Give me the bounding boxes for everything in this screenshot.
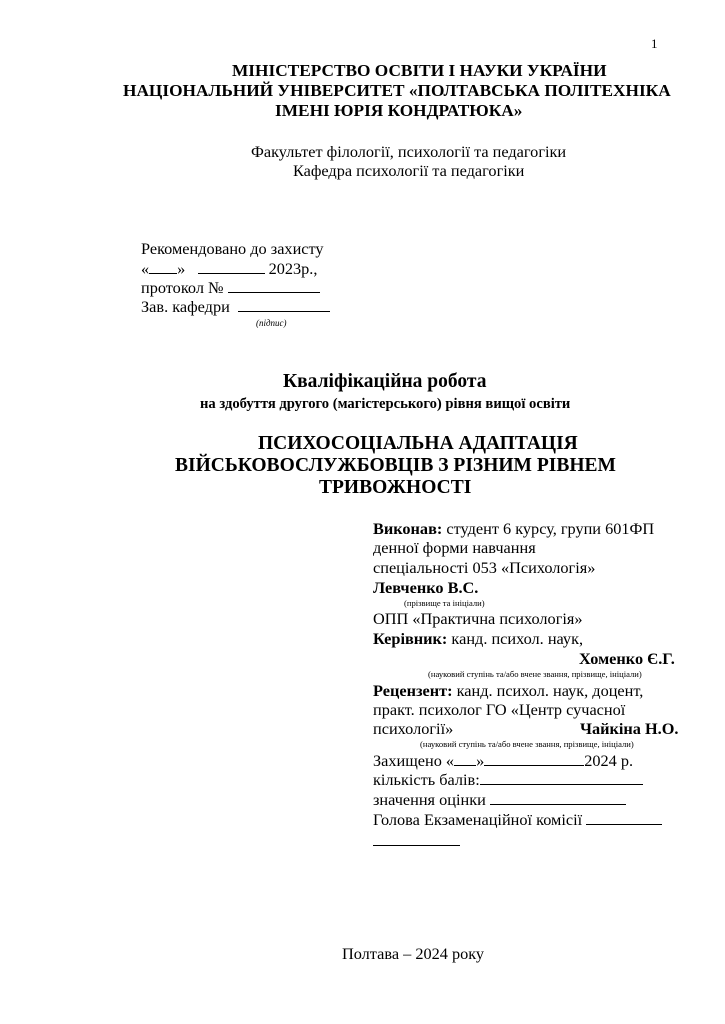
supervisor-name: Хоменко Є.Г. (579, 649, 675, 668)
work-degree: на здобуття другого (магістерського) рівня вищої освіти (200, 396, 571, 412)
topic-line3: ТРИВОЖНОСТІ (319, 477, 472, 498)
reviewer-row (373, 681, 643, 701)
topic-line1: ПСИХОСОЦІАЛЬНА АДАПТАЦІЯ (258, 433, 578, 454)
points-label: кількість балів: (373, 770, 480, 789)
faculty-name: Факультет філології, психології та педагогіки (251, 142, 567, 161)
commission-label: Голова Екзаменаційної комісії (373, 810, 583, 829)
author-specialty: спеціальності 053 «Психологія» (373, 558, 596, 577)
defended-month-blank (484, 751, 584, 766)
head-label: Зав. кафедри (141, 297, 230, 316)
commission-row (373, 810, 662, 830)
recommendation-date-row (141, 259, 317, 279)
protocol-row (141, 278, 320, 298)
university-title-line1: НАЦІОНАЛЬНИЙ УНІВЕРСИТЕТ «ПОЛТАВСЬКА ПОЛІТЕХНІКА (123, 81, 671, 100)
date-open-quote: « (141, 259, 150, 278)
defended-year: 2024 р. (584, 751, 634, 770)
reviewer-name: Чайкіна Н.О. (580, 719, 679, 738)
reviewer-degree: канд. психол. наук, доцент, (452, 681, 644, 700)
reviewer-caption: (науковий ступінь та/або вчене звання, прізвище, ініціали) (420, 739, 634, 749)
supervisor-row (373, 629, 583, 649)
grade-row (373, 790, 626, 810)
author-name-caption: (прізвище та ініціали) (404, 598, 485, 608)
recommendation-year: 2023р., (268, 259, 318, 278)
commission-signature-blank (373, 831, 460, 846)
department-name: Кафедра психології та педагогіки (293, 161, 525, 180)
defended-label: Захищено « (373, 751, 455, 770)
signature-caption: (підпис) (256, 318, 287, 328)
supervisor-degree: канд. психол. наук, (447, 629, 584, 648)
defended-row (373, 751, 633, 771)
work-type: Кваліфікаційна робота (283, 371, 487, 392)
recommendation-title: Рекомендовано до захисту (141, 239, 324, 258)
defended-close-quote: » (476, 751, 485, 770)
signature-blank (238, 297, 330, 312)
day-blank (149, 259, 177, 274)
topic-line2: ВІЙСЬКОВОСЛУЖБОВЦІВ З РІЗНИМ РІВНЕМ (175, 455, 616, 476)
supervisor-caption: (науковий ступінь та/або вчене звання, прізвище, ініціали) (428, 669, 642, 679)
grade-blank (490, 790, 626, 805)
points-row (373, 770, 643, 790)
author-label: Виконав: (373, 519, 443, 538)
date-close-quote: » (177, 259, 186, 278)
month-blank (198, 259, 265, 274)
commission-signature-row (373, 831, 460, 851)
grade-label: значення оцінки (373, 790, 486, 809)
protocol-label: протокол № (141, 278, 224, 297)
commission-blank (586, 810, 662, 825)
reviewer-organization: практ. психолог ГО «Центр сучасної (373, 700, 626, 719)
defended-day-blank (454, 751, 476, 766)
author-program: ОПП «Практична психологія» (373, 609, 583, 628)
supervisor-label: Керівник: (373, 629, 448, 648)
author-study-form: денної форми навчання (373, 538, 536, 557)
author-row (373, 519, 654, 539)
head-of-department-row (141, 297, 330, 317)
city-year: Полтава – 2024 року (342, 944, 485, 963)
reviewer-organization-end: психології» (373, 719, 454, 738)
ministry-title: МІНІСТЕРСТВО ОСВІТИ І НАУКИ УКРАЇНИ (232, 61, 607, 80)
protocol-blank (228, 278, 320, 293)
reviewer-label: Рецензент: (373, 681, 453, 700)
points-blank (480, 770, 643, 785)
author-name: Левченко В.С. (373, 578, 479, 597)
page-number: 1 (651, 36, 658, 51)
university-title-line2: ІМЕНІ ЮРІЯ КОНДРАТЮКА» (275, 101, 523, 120)
author-course: студент 6 курсу, групи 601ФП (442, 519, 655, 538)
